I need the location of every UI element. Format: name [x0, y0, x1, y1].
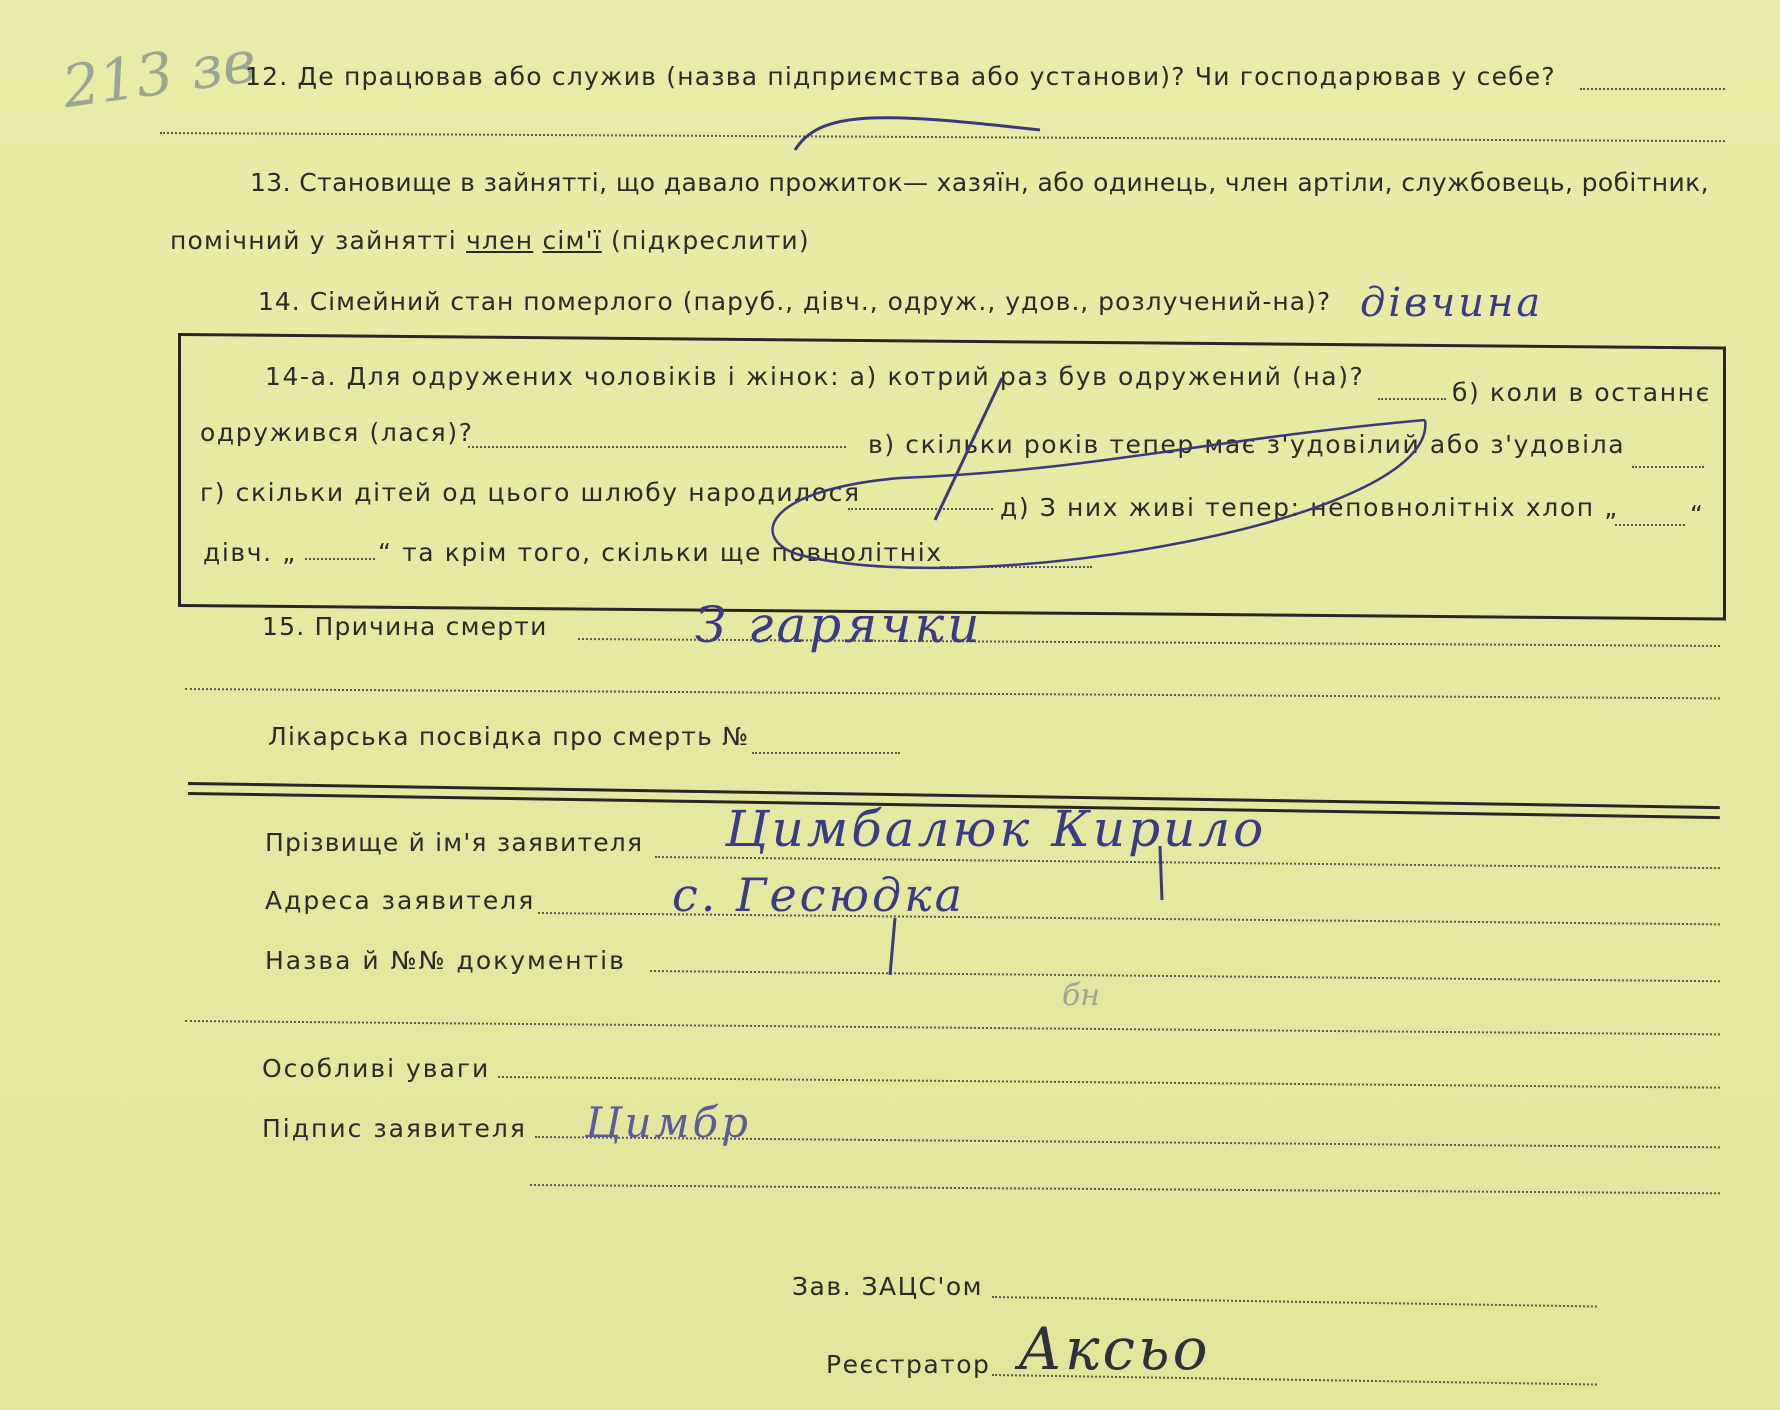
underlined-option-member: член	[466, 226, 534, 255]
medical-certificate-label: Лікарська посвідка про смерть №	[268, 722, 750, 751]
documents-pencil-value: бн	[1062, 978, 1101, 1013]
marital-status-answer: дівчина	[1360, 280, 1544, 326]
question-14a-line-3b: д) З них живі тепер: неповнолітніх хлоп „	[1000, 493, 1619, 522]
question-12-label: 12. Де працював або служив (назва підприємства або установи)? Чи господарював у себе?	[245, 62, 1556, 91]
signature-flourish	[890, 846, 1162, 975]
question-14a-line-3a: г) скільки дітей од цього шлюбу народилося	[200, 478, 861, 507]
question-13-suffix: (підкреслити)	[601, 226, 810, 255]
q14a-crossout-loop	[773, 420, 1426, 568]
zags-head-label: Зав. ЗАЦС'ом	[792, 1272, 983, 1301]
question-14a-line-2a: одружився (лася)?	[200, 418, 474, 447]
question-14a-line-4b: “ та крім того, скільки ще повнолітніх	[378, 538, 943, 567]
applicant-signature-value: Цимбр	[585, 1098, 752, 1147]
question-14a-line-2b: в) скільки років тепер має з'удовілий або з'удовіла	[868, 430, 1626, 459]
q12-dash-stroke	[795, 118, 1040, 150]
question-14-label: 14. Сімейний стан померлого (паруб., дівч., одруж., удов., розлучений-на)?	[258, 287, 1332, 316]
question-14a-line-1: 14-а. Для одружених чоловіків і жінок: а) котрий раз був одружений (на)?	[265, 362, 1365, 391]
registrar-label: Реєстратор	[826, 1350, 991, 1379]
documents-label: Назва й №№ документів	[265, 946, 626, 975]
q14a-crossout-diagonal	[935, 378, 1002, 520]
question-14a-line-4a: дівч. „	[203, 538, 297, 567]
registrar-signature: Аксьо	[1018, 1315, 1211, 1383]
applicant-address-label: Адреса заявителя	[265, 886, 536, 915]
remarks-label: Особливі уваги	[262, 1054, 491, 1083]
question-13-prefix: помічний у зайнятті	[170, 226, 467, 255]
applicant-address-value: с. Гесюдка	[672, 868, 965, 922]
question-15-label: 15. Причина смерти	[262, 612, 548, 641]
underlined-option-family: сім'ї	[542, 226, 602, 255]
question-13-label: 13. Становище в зайнятті, що давало прожиток— хазяїн, або одинець, член артіли, службовець, робітник,	[250, 168, 1709, 197]
question-14a-line-1b: б) коли в останнє	[1452, 378, 1711, 407]
applicant-signature-label: Підпис заявителя	[262, 1114, 527, 1143]
cause-of-death-answer: З гарячки	[695, 596, 983, 654]
applicant-name-value: Цимбалюк Кирило	[725, 800, 1267, 858]
archive-folio-note: 213 зв	[58, 26, 261, 122]
applicant-name-label: Прізвище й ім'я заявителя	[265, 828, 644, 857]
question-14a-line-3-end: “	[1690, 500, 1705, 529]
